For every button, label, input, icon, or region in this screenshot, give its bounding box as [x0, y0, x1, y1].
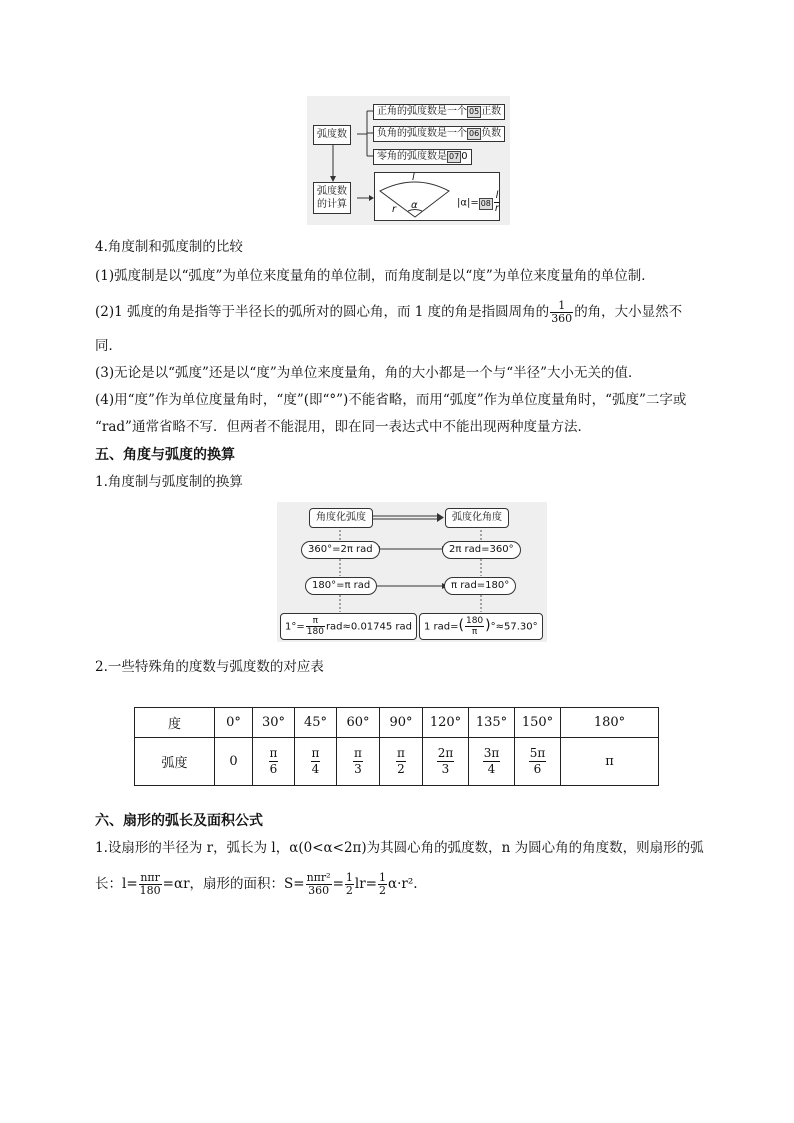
conversion-diagram	[277, 502, 547, 642]
sector-angle-label: α	[411, 200, 418, 211]
one-degree-eq: 1°= $\frac{\pi}{180}$ rad≈0.01745 rad	[280, 613, 417, 640]
deg-cell: 45°	[295, 708, 337, 738]
radian-to-degree-head: 弧度化角度	[445, 508, 509, 528]
comparison-point-1: (1)弧度制是以“弧度”为单位来度量角的单位制，而角度制是以“度”为单位来度量角的单位制．	[95, 268, 655, 284]
rad-2pi-eq: 2π rad=360°	[442, 541, 521, 559]
special-angle-table	[134, 707, 659, 786]
deg-180-eq: 180°=π rad	[305, 577, 377, 595]
deg-cell: 180°	[561, 708, 659, 738]
deg-cell: 0°	[215, 708, 253, 738]
sector-radius-label: r	[392, 204, 397, 215]
positive-angle-branch: 正角的弧度数是一个 05 正数	[373, 104, 505, 120]
deg-cell: 135°	[469, 708, 515, 738]
rad-cell: $\frac{2\pi}{3}$	[423, 738, 469, 786]
row-label-degree: 度	[135, 708, 215, 738]
sector-arc-label: l	[412, 172, 415, 183]
rad-cell: π	[561, 738, 659, 786]
comparison-point-4: (4)用“度”作为单位度量角时，“度”(即“°”)不能省略，而用“弧度”作为单位度量角时，“弧度”二字或	[95, 392, 687, 408]
sector-formula-line: 长：l= $\frac{\text{nπr}}{180}$ =αr，扇形的面积：S= $\frac{\text{nπr²}}{360}$ = $\frac{1}{2}$ lr= $\frac{1}{2}$ α·r².	[95, 871, 418, 897]
deg-cell: 30°	[253, 708, 295, 738]
conversion-subtitle: 1.角度制与弧度制的换算	[95, 474, 243, 490]
row-label-radian: 弧度	[135, 738, 215, 786]
rad-cell: $\frac{\pi}{2}$	[380, 738, 423, 786]
zero-angle-branch: 零角的弧度数是 07 0	[373, 149, 472, 165]
deg-cell: 60°	[337, 708, 380, 738]
comparison-point-3: (3)无论是以“弧度”还是以“度”为单位来度量角，角的大小都是一个与“半径”大小无关的值．	[95, 365, 642, 381]
comparison-point-4-cont: “rad”通常省略不写．但两者不能混用，即在同一表达式中不能出现两种度量方法．	[95, 419, 591, 435]
table-row-degrees	[135, 708, 659, 738]
rad-cell: $\frac{3\pi}{4}$	[469, 738, 515, 786]
sector-panel	[374, 172, 500, 221]
negative-angle-branch: 负角的弧度数是一个 06 负数	[373, 126, 505, 142]
rad-cell: $\frac{5\pi}{6}$	[515, 738, 561, 786]
comparison-point-2-cont: 同．	[95, 338, 122, 354]
special-angle-subtitle: 2.一些特殊角的度数与弧度数的对应表	[95, 659, 324, 675]
table-row-radians	[135, 738, 659, 786]
radian-number-root: 弧度数	[313, 125, 351, 145]
radian-concept-diagram	[307, 96, 510, 225]
section-4-title: 4.角度制和弧度制的比较	[95, 239, 243, 255]
section-5-title: 五、角度与弧度的换算	[95, 447, 235, 463]
rad-cell: $\frac{\pi}{4}$	[295, 738, 337, 786]
deg-cell: 90°	[380, 708, 423, 738]
one-radian-eq: 1 rad=( $\frac{180}{\pi}$ )°≈57.30°	[419, 613, 543, 640]
rad-pi-eq: π rad=180°	[444, 577, 516, 595]
deg-cell: 150°	[515, 708, 561, 738]
degree-to-radian-head: 角度化弧度	[309, 508, 373, 528]
deg-cell: 120°	[423, 708, 469, 738]
rad-cell: $\frac{\pi}{3}$	[337, 738, 380, 786]
radian-formula: |α|= 08 $\frac{l}{r}$	[457, 190, 500, 214]
rad-cell: 0	[215, 738, 253, 786]
section-6-title: 六、扇形的弧长及面积公式	[95, 813, 263, 829]
radian-calc-label: 弧度数 的计算	[313, 182, 351, 214]
sector-formula-intro: 1.设扇形的半径为 r，弧长为 l，α(0<α<2π)为其圆心角的弧度数，n 为圆心角的角度数，则扇形的弧	[95, 840, 704, 856]
rad-cell: $\frac{\pi}{6}$	[253, 738, 295, 786]
deg-360-eq: 360°=2π rad	[301, 541, 380, 559]
comparison-point-2: (2)1 弧度的角是指等于半径长的弧所对的圆心角，而 1 度的角是指圆周角的 $\frac{1}{360}$ 的角，大小显然不	[95, 299, 683, 325]
